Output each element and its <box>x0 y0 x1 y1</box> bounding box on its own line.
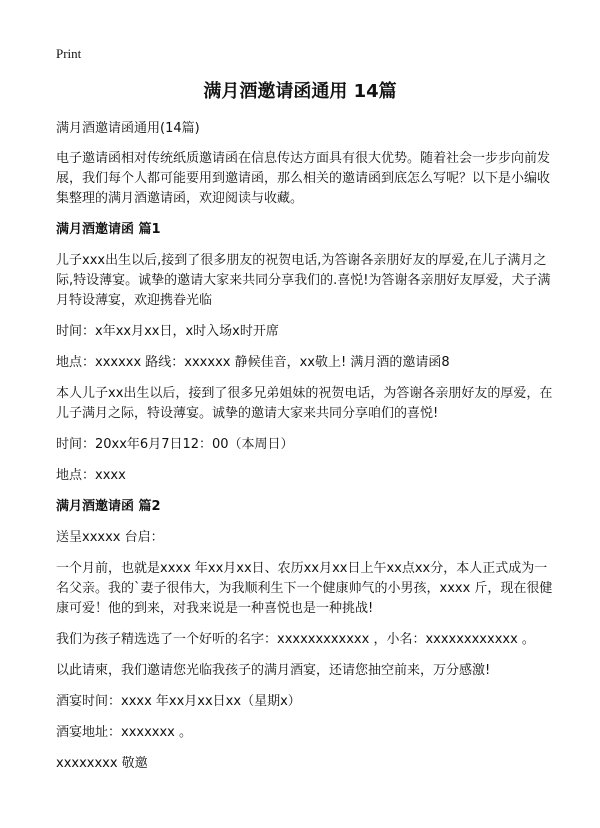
section2-signoff: xxxxxxxx 敬邀 <box>56 756 148 771</box>
section2-greeting: 送呈xxxxx 台启： <box>56 530 164 545</box>
document-body <box>56 119 554 785</box>
section1-paragraph-1: 儿子xxx出生以后,接到了很多朋友的祝贺电话,为答谢各亲朋好友的厚爱,在儿子满月之际,特设薄宴。诚挚的邀请大家来共同分享我们的.喜悦!为答谢各亲朋好友厚爱，犬子满月特设薄宴，欢迎携眷光临 <box>56 253 551 308</box>
section2-paragraph-3: 以此请柬，我们邀请您光临我孩子的满月酒宴，还请您抽空前来，万分感激! <box>56 663 491 678</box>
section2-banquet-time: 酒宴时间：xxxx 年xx月xx日xx（星期x） <box>56 694 301 709</box>
section1-place: 地点：xxxxxx 路线：xxxxxx 静候佳音，xx敬上! 满月酒的邀请函8 <box>56 355 450 370</box>
document-subtitle: 满月酒邀请函通用(14篇) <box>56 121 200 136</box>
page-title: 满月酒邀请函通用 14篇 <box>203 81 397 102</box>
section1-time: 时间：x年xx月xx日，x时入场x时开席 <box>56 324 279 339</box>
section1-time-2: 时间：20xx年6月7日12：00（本周日） <box>56 437 294 452</box>
section1-place-2: 地点：xxxx <box>56 468 126 483</box>
intro-paragraph: 电子邀请函相对传统纸质邀请函在信息传达方面具有很大优势。随着社会一步步向前发展，我们每个人都可能要用到邀请函，那么相关的邀请函到底怎么写呢？以下是小编收集整理的满月酒邀请函，欢迎阅读与收藏。 <box>56 151 551 206</box>
section2-banquet-place: 酒宴地址：xxxxxxx 。 <box>56 725 192 740</box>
section1-paragraph-2: 本人儿子xx出生以后，接到了很多兄弟姐妹的祝贺电话，为答谢各亲朋好友的厚爱，在儿子满月之际，特设薄宴。诚挚的邀请大家来共同分享咱们的喜悦! <box>56 386 553 421</box>
section-heading-1: 满月酒邀请函 篇1 <box>56 222 161 237</box>
section-heading-2: 满月酒邀请函 篇2 <box>56 499 161 514</box>
section2-paragraph-1: 一个月前，也就是xxxx 年xx月xx日、农历xx月xx日上午xx点xx分，本人正式成为一名父亲。我的`妻子很伟大，为我顺利生下一个健康帅气的小男孩，xxxx 斤，现在很健康可爱！他的到来，对我来说是一种喜悦也是一种挑战! <box>56 561 553 616</box>
print-label: Print <box>56 46 82 61</box>
section2-paragraph-2: 我们为孩子精选选了一个好听的名字：xxxxxxxxxxxx ，小名：xxxxxxxxxxxx 。 <box>56 632 535 647</box>
